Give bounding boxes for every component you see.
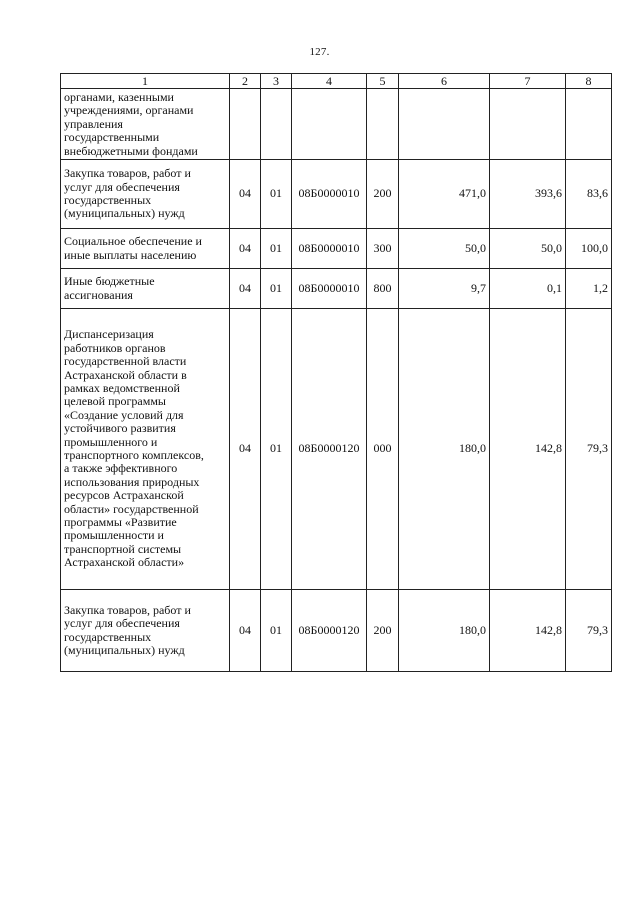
column-header: 8: [566, 74, 612, 89]
subsection-cell: 01: [261, 590, 292, 672]
expense-name: Закупка товаров, работ и услуг для обеспечения государственных (муниципальных) нужд: [64, 602, 191, 657]
target-article-cell: 08Б0000120: [292, 309, 367, 590]
expense-name-cell: [61, 269, 230, 309]
planned-amount-cell: [399, 89, 490, 160]
execution-percent-cell: 83,6: [566, 160, 612, 229]
subsection-cell: 01: [261, 160, 292, 229]
planned-amount-cell: 471,0: [399, 160, 490, 229]
budget-table: [60, 73, 612, 672]
execution-percent-cell: [566, 89, 612, 160]
target-article-cell: 08Б0000120: [292, 590, 367, 672]
expense-name-cell: [61, 160, 230, 229]
table-row: [61, 269, 612, 309]
target-article-cell: 08Б0000010: [292, 269, 367, 309]
planned-amount-cell: 180,0: [399, 309, 490, 590]
section-cell: 04: [230, 269, 261, 309]
expense-type-cell: 200: [367, 590, 399, 672]
table-row: [61, 89, 612, 160]
executed-amount-cell: 142,8: [490, 590, 566, 672]
expense-type-cell: 800: [367, 269, 399, 309]
executed-amount-cell: 393,6: [490, 160, 566, 229]
section-cell: 04: [230, 309, 261, 590]
column-header: 5: [367, 74, 399, 89]
column-header: 7: [490, 74, 566, 89]
expense-name: Диспансеризация работников органов государственной власти Астраханской области в рамках ведомственной целевой программы «Создание условий для устойчивого развития промышленного и транспортного комплексов, а также эффективного использования природных ресурсов Астраханской области» государственной программы «Развитие промышленности и транспортной системы Астраханской области»: [64, 327, 204, 570]
execution-percent-cell: 1,2: [566, 269, 612, 309]
section-cell: [230, 89, 261, 160]
expense-name-cell: [61, 590, 230, 672]
expense-type-cell: 000: [367, 309, 399, 590]
target-article-cell: [292, 89, 367, 160]
subsection-cell: 01: [261, 309, 292, 590]
planned-amount-cell: 180,0: [399, 590, 490, 672]
expense-name: Закупка товаров, работ и услуг для обеспечения государственных (муниципальных) нужд: [64, 166, 191, 221]
executed-amount-cell: 142,8: [490, 309, 566, 590]
section-cell: 04: [230, 229, 261, 269]
column-header: 3: [261, 74, 292, 89]
column-header: 4: [292, 74, 367, 89]
expense-name-cell: [61, 309, 230, 590]
target-article-cell: 08Б0000010: [292, 160, 367, 229]
execution-percent-cell: 100,0: [566, 229, 612, 269]
expense-type-cell: 200: [367, 160, 399, 229]
executed-amount-cell: [490, 89, 566, 160]
expense-type-cell: 300: [367, 229, 399, 269]
table-row: [61, 160, 612, 229]
executed-amount-cell: 50,0: [490, 229, 566, 269]
expense-name-cell: [61, 89, 230, 160]
header-row: [61, 74, 612, 89]
section-cell: 04: [230, 160, 261, 229]
target-article-cell: 08Б0000010: [292, 229, 367, 269]
table-row: [61, 229, 612, 269]
planned-amount-cell: 9,7: [399, 269, 490, 309]
expense-name: Социальное обеспечение и иные выплаты населению: [64, 234, 202, 262]
execution-percent-cell: 79,3: [566, 590, 612, 672]
expense-name-cell: [61, 229, 230, 269]
expense-name: органами, казенными учреждениями, органами управления государственными внебюджетными фондами: [64, 90, 198, 158]
subsection-cell: 01: [261, 229, 292, 269]
execution-percent-cell: 79,3: [566, 309, 612, 590]
planned-amount-cell: 50,0: [399, 229, 490, 269]
table-row: [61, 309, 612, 590]
expense-name: Иные бюджетные ассигнования: [64, 274, 155, 302]
column-header: 2: [230, 74, 261, 89]
section-cell: 04: [230, 590, 261, 672]
table-row: [61, 590, 612, 672]
expense-type-cell: [367, 89, 399, 160]
executed-amount-cell: 0,1: [490, 269, 566, 309]
subsection-cell: 01: [261, 269, 292, 309]
column-header: 6: [399, 74, 490, 89]
subsection-cell: [261, 89, 292, 160]
page-number: 127.: [309, 46, 330, 58]
column-header: 1: [61, 74, 230, 89]
